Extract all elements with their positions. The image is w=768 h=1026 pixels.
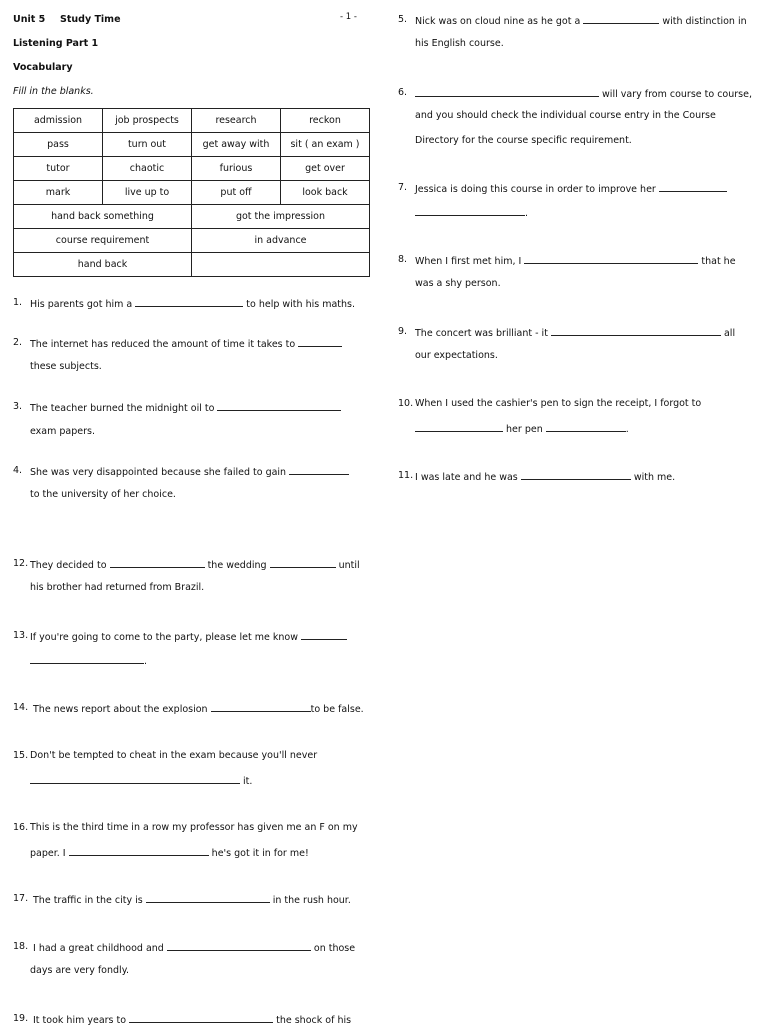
- question-6: [398, 87, 407, 98]
- question-text: to be false.: [310, 704, 364, 715]
- question-text: it.: [243, 776, 253, 787]
- question-12: [13, 558, 28, 569]
- question-12-text: [30, 558, 360, 571]
- question-text: with distinction in: [662, 16, 747, 27]
- question-text: The internet has reduced the amount of time it takes to: [30, 339, 296, 350]
- answer-blank[interactable]: [146, 893, 270, 903]
- question-number: 8.: [398, 254, 408, 265]
- answer-blank[interactable]: [30, 654, 144, 664]
- question-5: [398, 14, 407, 25]
- table-cell: furious: [192, 157, 281, 181]
- question-text: on those: [313, 943, 356, 954]
- question-5-text: [415, 14, 747, 27]
- vocabulary-table: [13, 108, 370, 277]
- part-heading: Listening Part 1: [13, 38, 99, 49]
- question-7: [398, 182, 407, 193]
- question-text: Nick was on cloud nine as he got a: [415, 16, 581, 27]
- table-cell: hand back something: [14, 205, 192, 229]
- question-19-text: [33, 1013, 351, 1026]
- question-text: the wedding: [207, 560, 267, 571]
- question-4-line2: to the university of her choice.: [30, 489, 176, 500]
- question-text: It took him years to: [33, 1015, 127, 1026]
- question-text: The teacher burned the midnight oil to: [30, 403, 215, 414]
- answer-blank[interactable]: [211, 702, 311, 712]
- question-number: 14.: [13, 702, 29, 713]
- table-cell: course requirement: [14, 229, 192, 253]
- question-text: until: [338, 560, 360, 571]
- table-cell: put off: [192, 181, 281, 205]
- question-text: he's got it in for me!: [211, 848, 309, 859]
- question-13-text: [30, 630, 347, 643]
- answer-blank[interactable]: [659, 182, 727, 192]
- unit-topic: Study Time: [60, 14, 121, 25]
- question-text: His parents got him a: [30, 299, 133, 310]
- question-15-line2: [30, 774, 252, 787]
- answer-blank[interactable]: [30, 774, 240, 784]
- answer-blank[interactable]: [415, 87, 599, 97]
- question-18-text: [33, 941, 355, 954]
- table-cell: admission: [14, 109, 103, 133]
- question-14: [13, 702, 28, 713]
- table-row: [14, 157, 370, 181]
- question-2-text: [30, 337, 342, 350]
- answer-blank[interactable]: [521, 470, 631, 480]
- question-text: .: [525, 208, 529, 219]
- question-19: [13, 1013, 28, 1024]
- question-text: Jessica is doing this course in order to improve her: [415, 184, 656, 195]
- answer-blank[interactable]: [415, 206, 525, 216]
- question-number: 18.: [13, 941, 29, 952]
- table-row: [14, 205, 370, 229]
- question-14-text: [33, 702, 364, 715]
- table-cell: chaotic: [103, 157, 192, 181]
- unit-label: Unit 5: [13, 14, 46, 25]
- table-cell: get over: [281, 157, 370, 181]
- question-15: [13, 750, 28, 761]
- table-cell: pass: [14, 133, 103, 157]
- question-text: When I first met him, I: [415, 256, 522, 267]
- question-text: to help with his maths.: [246, 299, 355, 310]
- question-13: [13, 630, 28, 641]
- question-text: in the rush hour.: [272, 895, 351, 906]
- question-11: [398, 470, 413, 481]
- question-4-text: [30, 465, 349, 478]
- table-cell: look back: [281, 181, 370, 205]
- question-13-line2: [30, 654, 147, 667]
- question-10: [398, 398, 413, 409]
- question-number: 5.: [398, 14, 408, 25]
- answer-blank[interactable]: [524, 254, 698, 264]
- answer-blank[interactable]: [546, 422, 626, 432]
- table-row: [14, 229, 370, 253]
- question-8: [398, 254, 407, 265]
- table-cell: live up to: [103, 181, 192, 205]
- instruction: Fill in the blanks.: [13, 86, 94, 97]
- answer-blank[interactable]: [551, 326, 721, 336]
- question-3-line2: exam papers.: [30, 426, 95, 437]
- question-7-line2: [415, 206, 528, 219]
- answer-blank[interactable]: [301, 630, 347, 640]
- question-2: [13, 337, 22, 348]
- question-9-text: [415, 326, 735, 339]
- table-cell: got the impression: [192, 205, 370, 229]
- answer-blank[interactable]: [69, 846, 209, 856]
- answer-blank[interactable]: [289, 465, 349, 475]
- question-number: 4.: [13, 465, 23, 476]
- question-text: will vary from course to course,: [602, 89, 752, 100]
- question-4: [13, 465, 22, 476]
- question-number: 12.: [13, 558, 29, 569]
- question-text: all: [723, 328, 736, 339]
- question-6-text: [415, 87, 752, 100]
- question-16-line2: [30, 846, 309, 859]
- answer-blank[interactable]: [270, 558, 336, 568]
- table-cell: mark: [14, 181, 103, 205]
- question-text: I had a great childhood and: [33, 943, 164, 954]
- question-3-text: [30, 401, 341, 414]
- table-cell: [192, 253, 370, 277]
- table-cell: reckon: [281, 109, 370, 133]
- question-10-line2: [415, 422, 629, 435]
- question-16: [13, 822, 28, 833]
- question-9: [398, 326, 407, 337]
- question-12-line2: his brother had returned from Brazil.: [30, 582, 205, 593]
- answer-blank[interactable]: [110, 558, 205, 568]
- question-text: .: [144, 656, 148, 667]
- question-text: The concert was brilliant - it: [415, 328, 548, 339]
- question-8-line2: was a shy person.: [415, 278, 501, 289]
- question-17-text: [33, 893, 351, 906]
- question-1-text: [30, 297, 355, 310]
- question-number: 10.: [398, 398, 414, 409]
- question-11-text: [415, 470, 675, 483]
- question-18: [13, 941, 28, 952]
- question-17: [13, 893, 28, 904]
- question-number: 16.: [13, 822, 29, 833]
- question-number: 1.: [13, 297, 23, 308]
- table-cell: hand back: [14, 253, 192, 277]
- question-text: They decided to: [30, 560, 107, 571]
- question-text: .: [625, 424, 629, 435]
- table-cell: in advance: [192, 229, 370, 253]
- question-text: the shock of his: [276, 1015, 352, 1026]
- question-text: If you're going to come to the party, please let me know: [30, 632, 298, 643]
- question-16-text: This is the third time in a row my professor has given me an F on my: [30, 822, 358, 833]
- question-18-line2: days are very fondly.: [30, 965, 129, 976]
- question-text: The traffic in the city is: [33, 895, 143, 906]
- answer-blank[interactable]: [298, 337, 342, 347]
- question-15-text: Don't be tempted to cheat in the exam because you'll never: [30, 750, 318, 761]
- question-number: 3.: [13, 401, 23, 412]
- table-cell: research: [192, 109, 281, 133]
- answer-blank[interactable]: [167, 941, 311, 951]
- question-number: 17.: [13, 893, 29, 904]
- table-cell: turn out: [103, 133, 192, 157]
- question-text: with me.: [633, 472, 676, 483]
- question-text: her pen: [506, 424, 543, 435]
- table-row: [14, 253, 370, 277]
- answer-blank[interactable]: [415, 422, 503, 432]
- table-cell: get away with: [192, 133, 281, 157]
- question-3: [13, 401, 22, 412]
- question-10-text: When I used the cashier's pen to sign the receipt, I forgot to: [415, 398, 702, 409]
- question-text: paper. I: [30, 848, 66, 859]
- question-number: 19.: [13, 1013, 29, 1024]
- question-5-line2: his English course.: [415, 38, 504, 49]
- question-number: 2.: [13, 337, 23, 348]
- table-row: [14, 109, 370, 133]
- question-2-line2: these subjects.: [30, 361, 102, 372]
- answer-blank[interactable]: [217, 401, 341, 411]
- question-number: 6.: [398, 87, 408, 98]
- question-6-line2: and you should check the individual course entry in the Course: [415, 110, 716, 121]
- question-text: She was very disappointed because she failed to gain: [30, 467, 287, 478]
- section-heading: Vocabulary: [13, 62, 73, 73]
- question-number: 9.: [398, 326, 408, 337]
- answer-blank[interactable]: [583, 14, 659, 24]
- question-9-line2: our expectations.: [415, 350, 498, 361]
- question-number: 11.: [398, 470, 414, 481]
- table-cell: tutor: [14, 157, 103, 181]
- question-text: The news report about the explosion: [33, 704, 208, 715]
- answer-blank[interactable]: [135, 297, 243, 307]
- question-number: 13.: [13, 630, 29, 641]
- table-row: [14, 133, 370, 157]
- question-number: 15.: [13, 750, 29, 761]
- page-number: - 1 -: [340, 12, 357, 22]
- question-text: that he: [701, 256, 736, 267]
- table-cell: sit ( an exam ): [281, 133, 370, 157]
- question-number: 7.: [398, 182, 408, 193]
- question-8-text: [415, 254, 736, 267]
- answer-blank[interactable]: [129, 1013, 273, 1023]
- question-1: [13, 297, 22, 308]
- question-text: I was late and he was: [415, 472, 518, 483]
- table-cell: job prospects: [103, 109, 192, 133]
- question-6-line3: Directory for the course specific requirement.: [415, 135, 632, 146]
- table-row: [14, 181, 370, 205]
- question-7-text: [415, 182, 727, 195]
